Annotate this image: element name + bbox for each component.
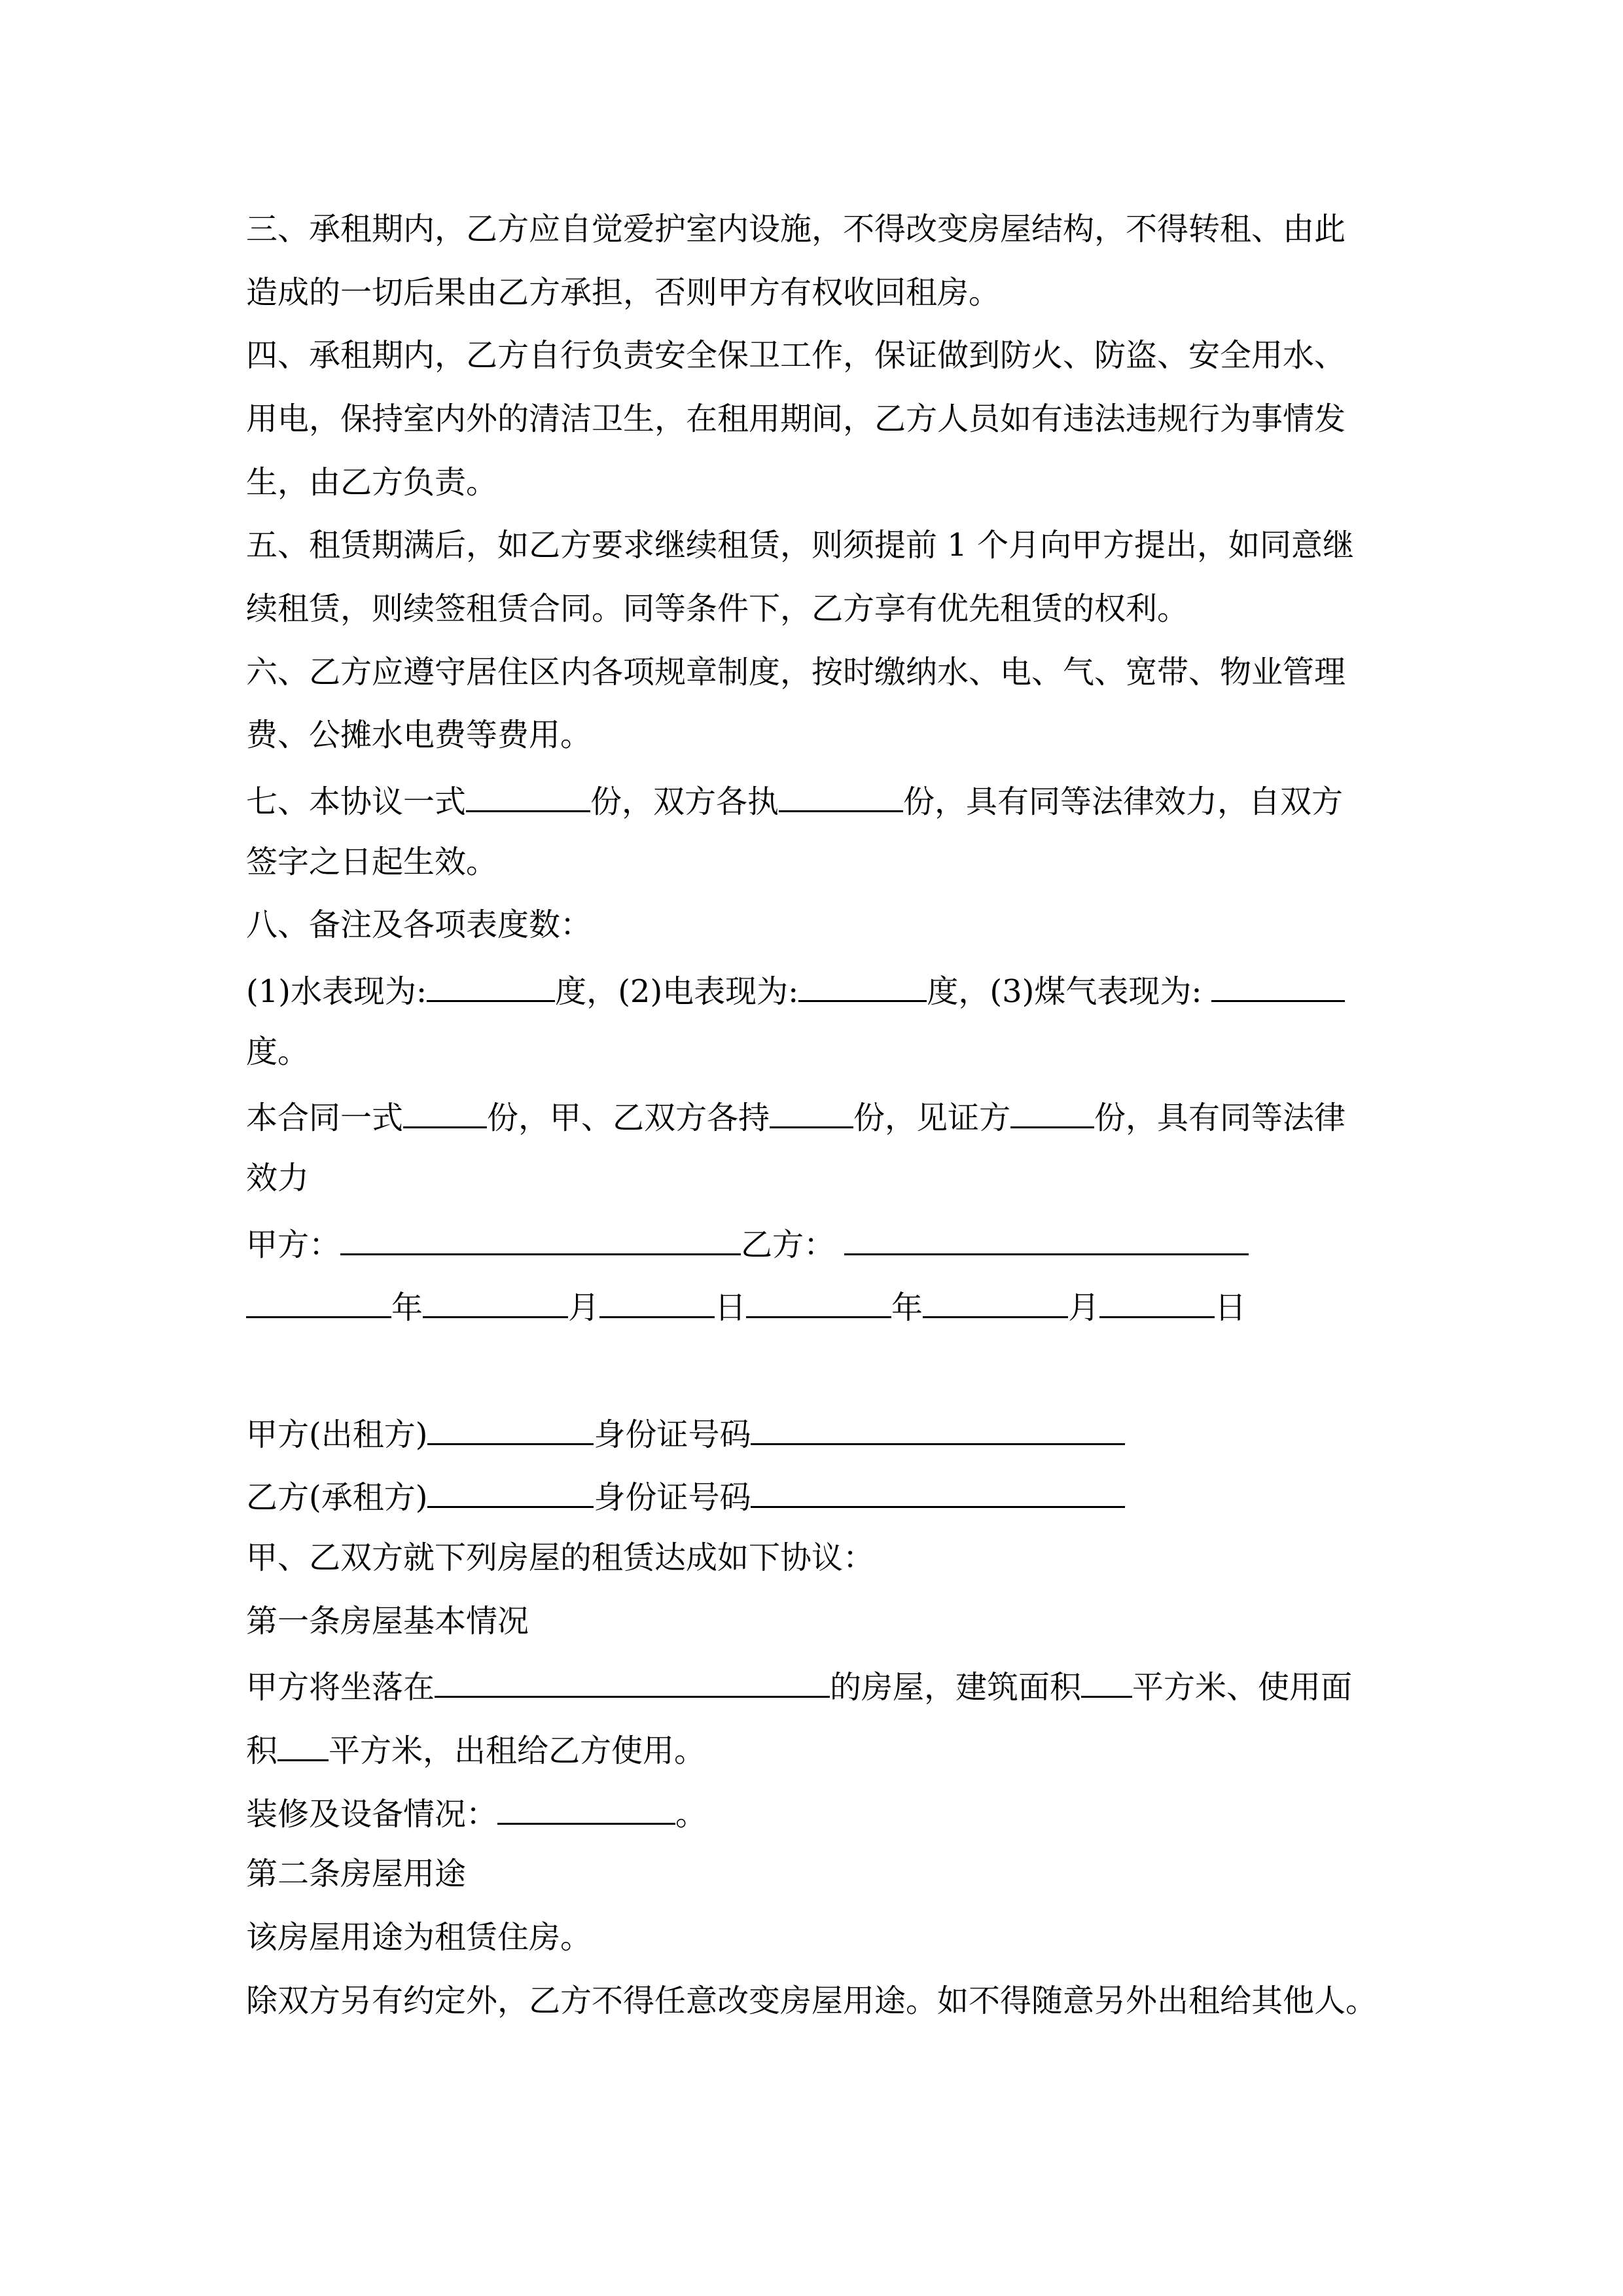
- clause-7-line-2: 签字之日起生效。: [246, 844, 498, 880]
- clause-6-line-1: 六、乙方应遵守居住区内各项规章制度，按时缴纳水、电、气、宽带、物业管理: [246, 654, 1346, 691]
- party-a-month-blank[interactable]: [423, 1278, 568, 1318]
- party-b-year-blank[interactable]: [746, 1278, 891, 1318]
- party-b-signature-blank[interactable]: [844, 1215, 1249, 1255]
- party-a-day-blank[interactable]: [599, 1278, 715, 1318]
- copies-line-2: 效力: [246, 1160, 310, 1196]
- clause-3-line-2: 造成的一切后果由乙方承担，否则甲方有权收回租房。: [246, 274, 1001, 311]
- degree-unit-1: 度，: [555, 973, 618, 1010]
- party-b-day-blank[interactable]: [1099, 1278, 1215, 1318]
- lessee-id-label: 身份证号码: [594, 1479, 751, 1516]
- address-label: 甲方将坐落在: [246, 1669, 435, 1706]
- copies-count-blank[interactable]: [466, 772, 590, 812]
- party-b-month-blank[interactable]: [923, 1278, 1068, 1318]
- year-label-a: 年: [391, 1289, 423, 1326]
- day-label-a: 日: [715, 1289, 747, 1326]
- lessee-id-blank[interactable]: [751, 1468, 1125, 1508]
- month-label-a: 月: [568, 1289, 600, 1326]
- lessee-label: 乙方(承租方): [246, 1479, 428, 1516]
- decoration-label: 装修及设备情况：: [246, 1796, 498, 1833]
- clause-6-line-2: 费、公摊水电费等费用。: [246, 717, 592, 753]
- article-2-heading: 第二条房屋用途: [246, 1856, 467, 1892]
- date-line: [246, 1278, 1246, 1331]
- electric-meter-blank[interactable]: [798, 962, 927, 1002]
- month-label-b: 月: [1068, 1289, 1100, 1326]
- lessee-name-blank[interactable]: [427, 1468, 594, 1508]
- decoration-line: [246, 1785, 707, 1837]
- clause-4-line-1: 四、承租期内，乙方自行负责安全保卫工作，保证做到防火、防盗、安全用水、: [246, 337, 1346, 374]
- copies-text-a: 本合同一式: [246, 1100, 404, 1136]
- lessee-line: [246, 1468, 1125, 1520]
- article-2-use: 该房屋用途为租赁住房。: [246, 1919, 592, 1956]
- decoration-blank[interactable]: [497, 1785, 675, 1825]
- clause-5-line-1: 五、租赁期满后，如乙方要求继续租赁，则须提前 1 个月向甲方提出，如同意继: [246, 527, 1355, 564]
- clause-7-line-1: [246, 772, 1343, 825]
- degree-unit-2: 度，: [927, 973, 990, 1010]
- agreement-intro: 甲、乙双方就下列房屋的租赁达成如下协议：: [246, 1539, 875, 1576]
- day-label-b: 日: [1215, 1289, 1247, 1326]
- electric-meter-label: (2)电表现为:: [618, 973, 799, 1010]
- copies-text-b: 份，甲、乙双方各持: [487, 1100, 770, 1136]
- gas-meter-blank[interactable]: [1211, 962, 1345, 1002]
- meter-readings-line: [246, 962, 1345, 1014]
- year-label-b: 年: [891, 1289, 923, 1326]
- copies-text-d: 份，具有同等法律: [1094, 1100, 1346, 1136]
- clause-5-line-2: 续租赁，则续签租赁合同。同等条件下，乙方享有优先租赁的权利。: [246, 590, 1189, 627]
- party-a-year-blank[interactable]: [246, 1278, 391, 1318]
- clause-7-text-c: 份，具有同等法律效力，自双方: [903, 783, 1344, 820]
- party-b-label: 乙方：: [741, 1227, 836, 1263]
- usable-area-label: 平方米、使用面: [1132, 1669, 1353, 1706]
- witness-copies-blank[interactable]: [1010, 1088, 1094, 1128]
- lease-to-lessee-text: 平方米，出租给乙方使用。: [329, 1732, 706, 1769]
- clause-4-line-2: 用电，保持室内外的清洁卫生，在租用期间，乙方人员如有违法违规行为事情发: [246, 401, 1346, 437]
- clause-7-text-a: 七、本协议一式: [246, 783, 467, 820]
- copies-text-c: 份，见证方: [853, 1100, 1011, 1136]
- building-area-blank[interactable]: [1081, 1658, 1132, 1698]
- lessor-line: [246, 1405, 1125, 1458]
- copies-line-1: [246, 1088, 1346, 1141]
- degree-unit-3: 度。: [246, 1033, 310, 1070]
- party-a-label: 甲方：: [246, 1227, 341, 1263]
- clause-4-line-3: 生，由乙方负责。: [246, 464, 498, 501]
- parties-copies-blank[interactable]: [770, 1088, 853, 1128]
- article-1-line-2: [246, 1721, 705, 1774]
- total-copies-blank[interactable]: [403, 1088, 487, 1128]
- usable-area-blank[interactable]: [277, 1721, 329, 1761]
- clause-3-line-1: 三、承租期内，乙方应自觉爱护室内设施，不得改变房屋结构，不得转租、由此: [246, 211, 1346, 247]
- address-blank[interactable]: [435, 1658, 830, 1698]
- clause-7-text-b: 份，双方各执: [590, 783, 779, 820]
- lessor-id-blank[interactable]: [751, 1405, 1125, 1445]
- signature-line: [246, 1215, 1249, 1268]
- usable-area-label-end: 积: [246, 1732, 278, 1769]
- lessor-id-label: 身份证号码: [594, 1416, 751, 1453]
- decoration-period: 。: [675, 1796, 707, 1833]
- building-area-label: 的房屋，建筑面积: [830, 1669, 1082, 1706]
- article-2-restriction: 除双方另有约定外，乙方不得任意改变房屋用途。如不得随意另外出租给其他人。: [246, 1982, 1378, 2019]
- party-a-signature-blank[interactable]: [340, 1215, 741, 1255]
- copies-each-blank[interactable]: [779, 772, 903, 812]
- water-meter-label: (1)水表现为:: [246, 973, 427, 1010]
- lessor-label: 甲方(出租方): [246, 1416, 428, 1453]
- lessor-name-blank[interactable]: [427, 1405, 594, 1445]
- water-meter-blank[interactable]: [427, 962, 555, 1002]
- article-1-heading: 第一条房屋基本情况: [246, 1603, 529, 1640]
- article-1-line-1: [246, 1658, 1352, 1710]
- clause-8-heading: 八、备注及各项表度数：: [246, 906, 592, 943]
- gas-meter-label: (3)煤气表现为:: [990, 973, 1202, 1010]
